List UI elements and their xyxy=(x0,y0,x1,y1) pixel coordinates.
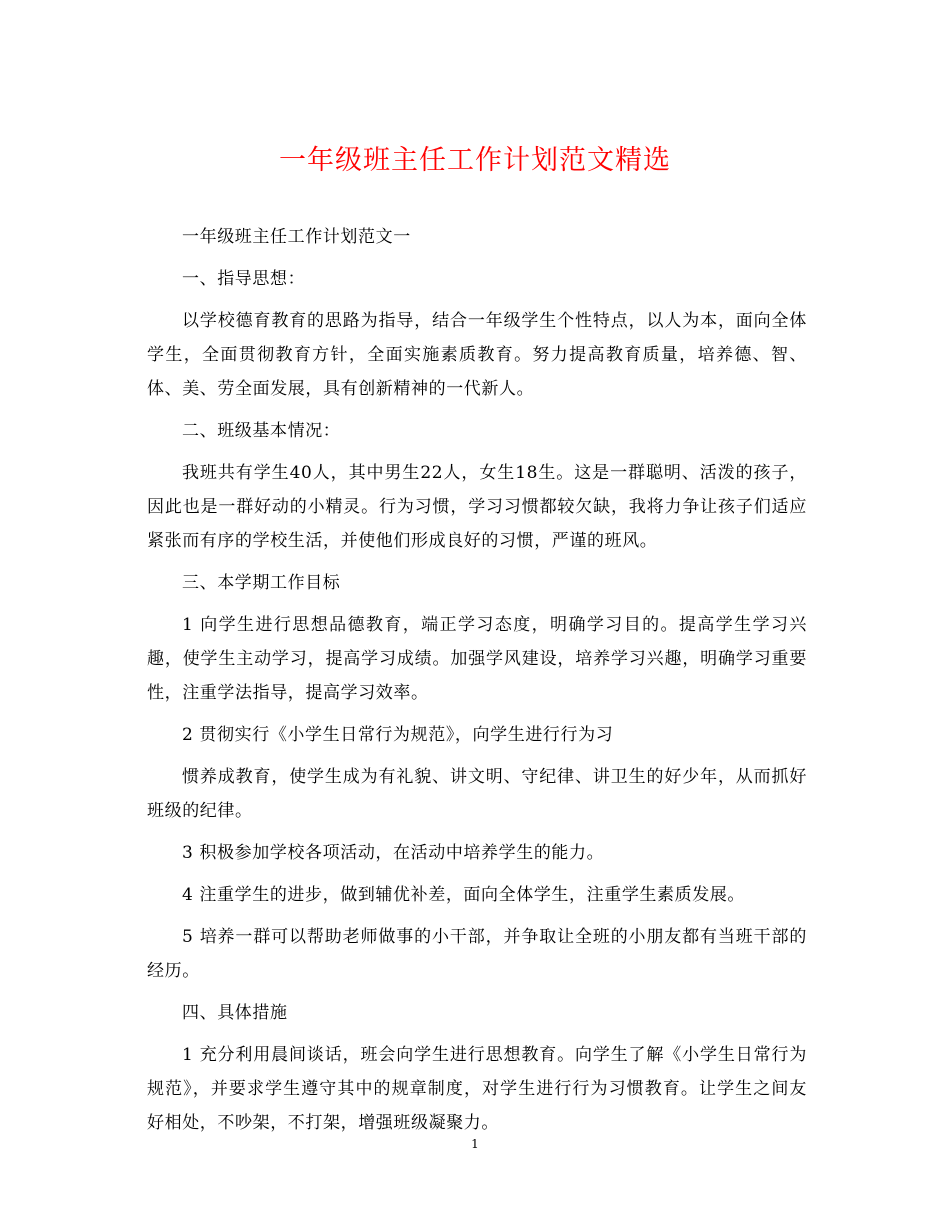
section-heading: 四、具体措施 xyxy=(182,1003,288,1023)
document-title: 一年级班主任工作计划范文精选 xyxy=(279,145,671,176)
list-item: 1 向学生进行思想品德教育，端正学习态度，明确学习目的。提高学生学习兴趣，使学生主动学习，提高学习成绩。加强学风建设，培养学习兴趣，明确学习重要性，注重学法指导，提高学习效率。 xyxy=(147,615,807,703)
section-heading: 三、本学期工作目标 xyxy=(182,573,341,593)
paragraph: 惯养成教育，使学生成为有礼貌、讲文明、守纪律、讲卫生的好少年，从而抓好班级的纪律。 xyxy=(147,767,807,821)
list-item: 5 培养一群可以帮助老师做事的小干部，并争取让全班的小朋友都有当班干部的经历。 xyxy=(147,927,807,981)
page-number: 1 xyxy=(471,1137,479,1151)
list-item: 4 注重学生的进步，做到辅优补差，面向全体学生，注重学生素质发展。 xyxy=(182,885,746,905)
section-heading: 一、指导思想： xyxy=(182,269,306,289)
paragraph: 以学校德育教育的思路为指导，结合一年级学生个性特点，以人为本，面向全体学生，全面贯彻教育方针，全面实施素质教育。努力提高教育质量，培养德、智、体、美、劳全面发展，具有创新精神的一代新人。 xyxy=(147,311,807,399)
paragraph: 我班共有学生40人，其中男生22人，女生18生。这是一群聪明、活泼的孩子，因此也是一群好动的小精灵。行为习惯，学习习惯都较欠缺，我将力争让孩子们适应紧张而有序的学校生活，并使他们形成良好的习惯，严谨的班风。 xyxy=(147,463,807,551)
list-item: 2 贯彻实行《小学生日常行为规范》，向学生进行行为习 xyxy=(182,725,614,745)
section-heading: 二、班级基本情况： xyxy=(182,421,341,441)
document-body xyxy=(147,220,807,1148)
list-item: 3 积极参加学校各项活动，在活动中培养学生的能力。 xyxy=(182,843,605,863)
paragraph: 一年级班主任工作计划范文一 xyxy=(182,227,411,247)
list-item: 1 充分利用晨间谈话，班会向学生进行思想教育。向学生了解《小学生日常行为规范》，并要求学生遵守其中的规章制度，对学生进行行为习惯教育。让学生之间友好相处，不吵架，不打架，增强班级凝聚力。 xyxy=(147,1045,807,1133)
